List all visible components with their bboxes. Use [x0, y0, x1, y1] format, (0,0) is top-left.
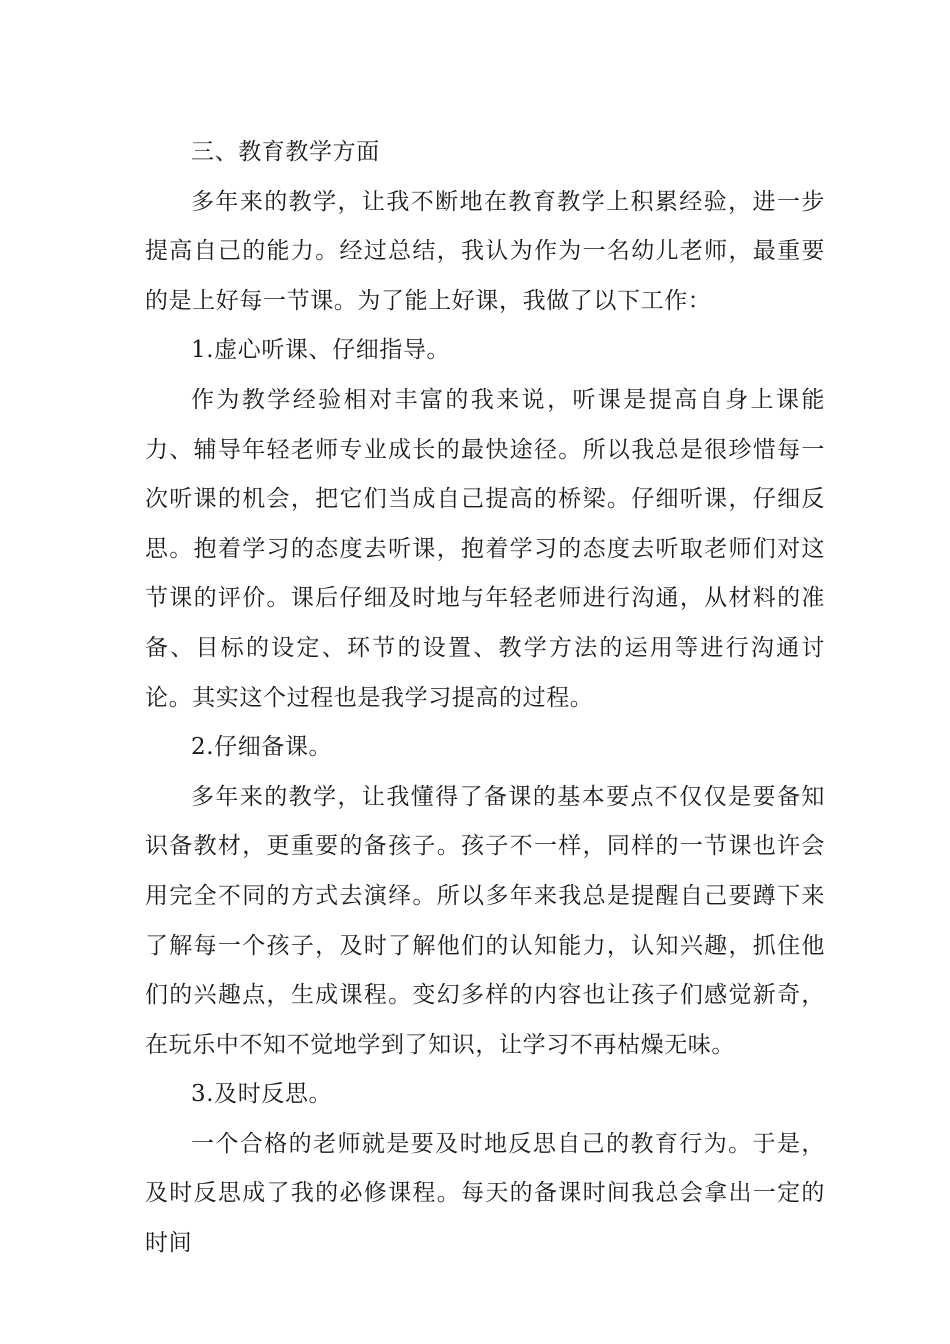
item-1-title: 1.虚心听课、仔细指导。 [191, 337, 451, 364]
item-3-title: 3.及时反思。 [191, 1081, 333, 1108]
item-2-title: 2.仔细备课。 [191, 734, 333, 761]
item-1-body: 作为教学经验相对丰富的我来说，听课是提高自身上课能力、辅导年轻老师专业成长的最快途径。所以我总是很珍惜每一次听课的机会，把它们当成自己提高的桥梁。仔细听课，仔细反思。抱着学习的态度去听课，抱着学习的态度去听取老师们对这节课的评价。课后仔细及时地与年轻老师进行沟通，从材料的准备、目标的设定、环节的设置、教学方法的运用等进行沟通讨论。其实这个过程也是我学习提高的过程。 [145, 386, 825, 711]
item-2-body: 多年来的教学，让我懂得了备课的基本要点不仅仅是要备知识备教材，更重要的备孩子。孩子不一样，同样的一节课也许会用完全不同的方式去演绎。所以多年来我总是提醒自己要蹲下来了解每一个孩子，及时了解他们的认知能力，认知兴趣，抓住他们的兴趣点，生成课程。变幻多样的内容也让孩子们感觉新奇，在玩乐中不知不觉地学到了知识，让学习不再枯燥无味。 [145, 783, 825, 1058]
item-3-body: 一个合格的老师就是要及时地反思自己的教育行为。于是，及时反思成了我的必修课程。每天的备课时间我总会拿出一定的时间 [145, 1130, 825, 1257]
section-heading: 三、教育教学方面 [191, 139, 380, 165]
intro-paragraph: 多年来的教学，让我不断地在教育教学上积累经验，进一步提高自己的能力。经过总结，我认为作为一名幼儿老师，最重要的是上好每一节课。为了能上好课，我做了以下工作： [145, 188, 825, 314]
document-body [145, 128, 825, 1269]
